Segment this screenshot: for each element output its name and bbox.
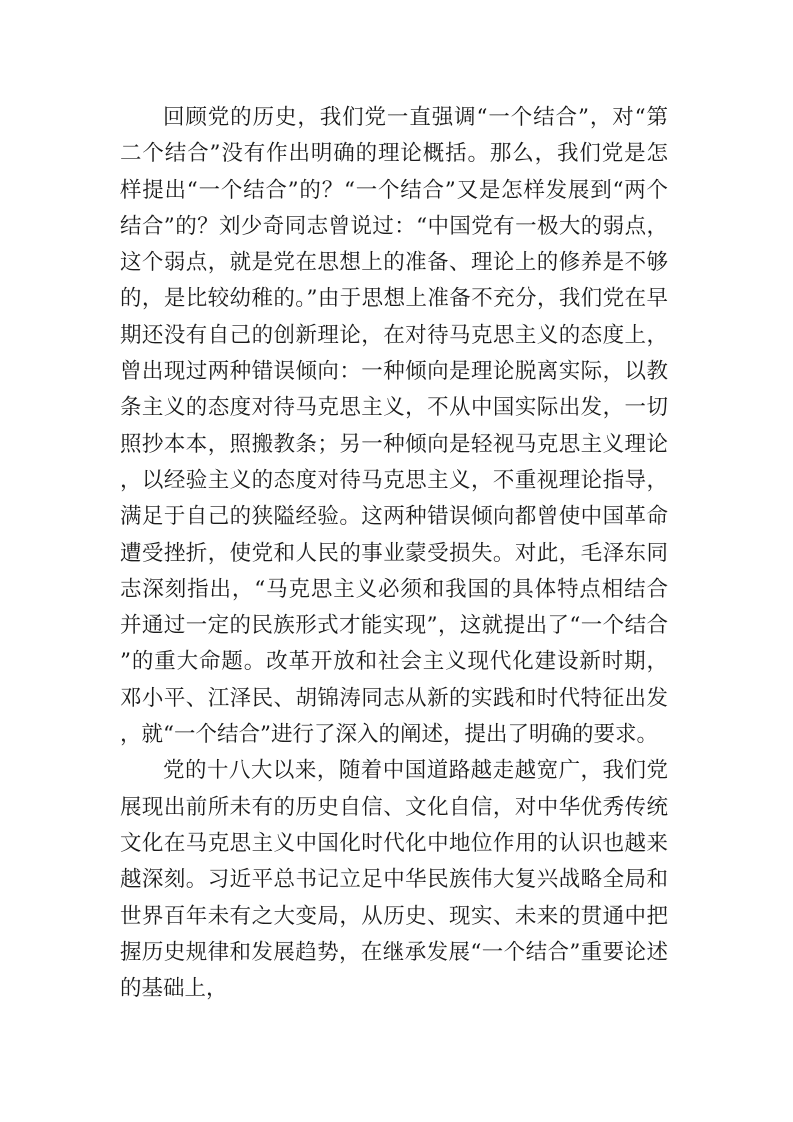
document-body [120,100,668,1007]
paragraph-1: 回顾党的历史，我们党一直强调“一个结合”，对“第二个结合”没有作出明确的理论概括。那么，我们党是怎样提出“一个结合”的？“一个结合”又是怎样发展到“两个结合”的？刘少奇同志曾说过：“中国党有一极大的弱点，这个弱点，就是党在思想上的准备、理论上的修养是不够的，是比较幼稚的。”由于思想上准备不充分，我们党在早期还没有自己的创新理论，在对待马克思主义的态度上，曾出现过两种错误倾向：一种倾向是理论脱离实际，以教条主义的态度对待马克思主义，不从中国实际出发，一切照抄本本，照搬教条；另一种倾向是轻视马克思主义理论，以经验主义的态度对待马克思主义，不重视理论指导，满足于自己的狭隘经验。这两种错误倾向都曾使中国革命遭受挫折，使党和人民的事业蒙受损失。对此，毛泽东同志深刻指出，“马克思主义必须和我国的具体特点相结合并通过一定的民族形式才能实现”，这就提出了“一个结合”的重大命题。改革开放和社会主义现代化建设新时期，邓小平、江泽民、胡锦涛同志从新的实践和时代特征出发，就“一个结合”进行了深入的阐述，提出了明确的要求。 [120,105,668,748]
paragraph-2: 党的十八大以来，随着中国道路越走越宽广，我们党展现出前所未有的历史自信、文化自信，对中华优秀传统文化在马克思主义中国化时代化中地位作用的认识也越来越深刻。习近平总书记立足中华民族伟大复兴战略全局和世界百年未有之大变局，从历史、现实、未来的贯通中把握历史规律和发展趋势，在继承发展“一个结合”重要论述的基础上， [120,758,668,1002]
